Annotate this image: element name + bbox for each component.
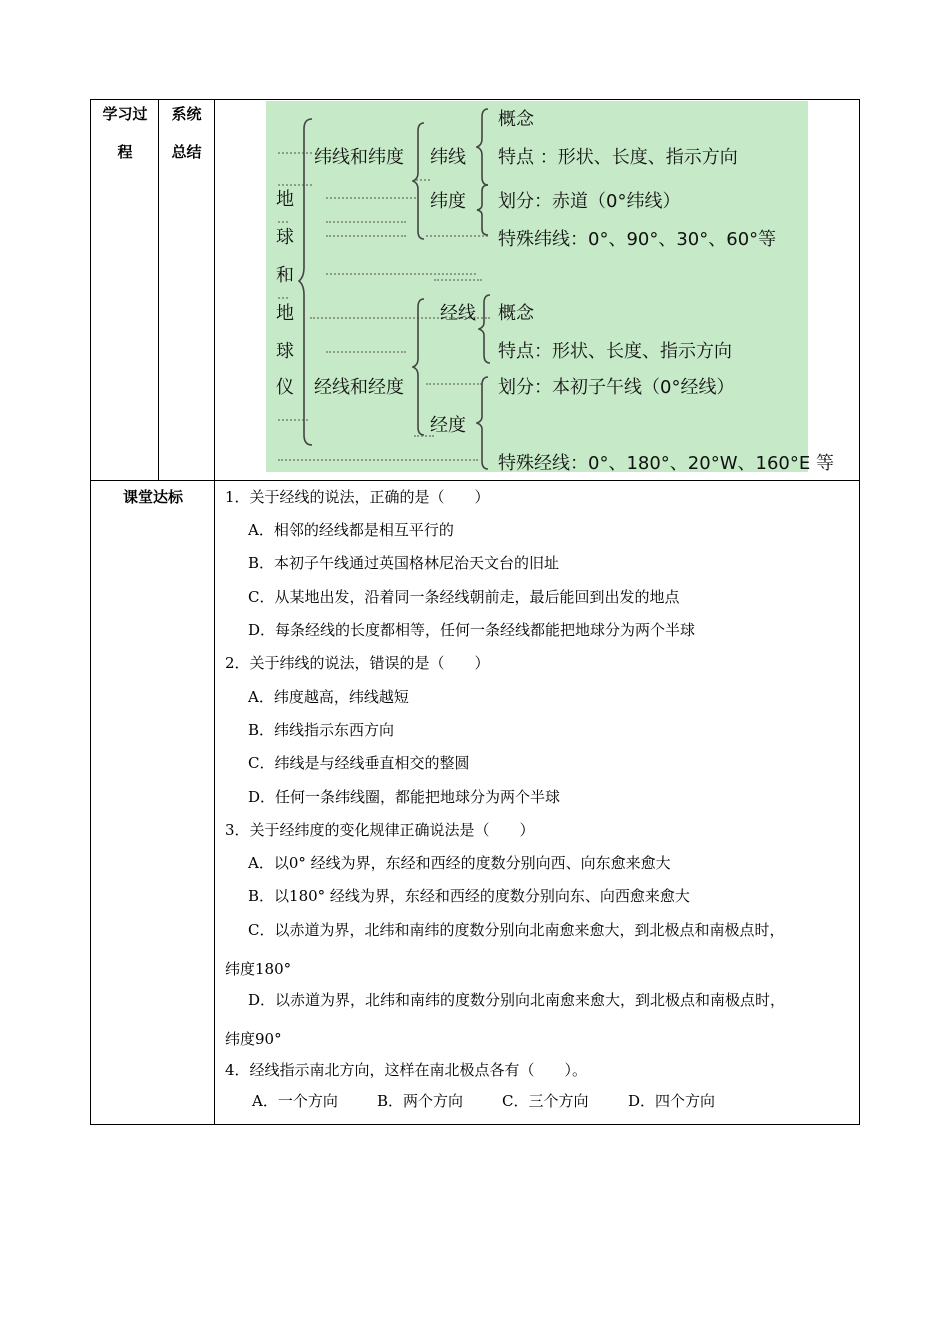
section-label-summary-line1: 系统 bbox=[171, 105, 202, 123]
lat-degree-brace bbox=[476, 183, 490, 237]
question-4-stem: 4．经线指示南北方向，这样在南北极点各有（ ）。 bbox=[225, 1061, 588, 1079]
question-3-option-b: B．以180° 经线为界，东经和西经的度数分别向东、向西愈来愈大 bbox=[248, 887, 690, 905]
lon-group-label: 经线和经度 bbox=[314, 377, 404, 398]
table-col-divider-2 bbox=[214, 99, 215, 1125]
lat-feature: 特点 ：形状、长度、指示方向 bbox=[498, 147, 738, 168]
section-label-summary-line2: 总结 bbox=[171, 143, 202, 161]
guide-line bbox=[278, 459, 478, 461]
lat-concept: 概念 bbox=[498, 109, 534, 130]
lon-line-brace bbox=[478, 293, 492, 365]
question-2-option-d: D．任何一条纬线圈，都能把地球分为两个半球 bbox=[248, 788, 561, 806]
lon-line-label: 经线 bbox=[440, 303, 476, 324]
lon-concept: 概念 bbox=[498, 303, 534, 324]
table-border-bottom bbox=[90, 1124, 860, 1125]
lon-division: 划分：本初子午线（0°经线） bbox=[498, 377, 735, 398]
table-border-right bbox=[859, 99, 860, 1125]
question-2-option-a: A．纬度越高，纬线越短 bbox=[248, 688, 409, 706]
table-border-left bbox=[90, 99, 91, 1125]
question-2-stem: 2．关于纬线的说法，错误的是（ ） bbox=[225, 654, 490, 672]
guide-line bbox=[326, 197, 416, 199]
question-4-option-a: A．一个方向 bbox=[252, 1092, 338, 1110]
section-label-process-line2: 程 bbox=[117, 143, 133, 161]
lat-degree-label: 纬度 bbox=[430, 191, 466, 212]
root-char-6: 仪 bbox=[276, 377, 294, 398]
lat-group-brace bbox=[412, 121, 426, 241]
section-label-summary bbox=[159, 98, 214, 168]
question-2-option-b: B．纬线指示东西方向 bbox=[248, 721, 395, 739]
guide-line bbox=[326, 273, 476, 275]
section-label-process bbox=[92, 98, 158, 168]
guide-line bbox=[326, 235, 406, 237]
lon-degree-label: 经度 bbox=[430, 415, 466, 436]
lat-line-label: 纬线 bbox=[430, 147, 466, 168]
lon-feature: 特点：形状、长度、指示方向 bbox=[498, 341, 732, 362]
lat-special: 特殊纬线：0°、90°、30°、60°等 bbox=[498, 229, 777, 250]
question-4-option-b: B．两个方向 bbox=[377, 1092, 464, 1110]
lon-degree-brace bbox=[476, 375, 490, 471]
lat-group-label: 纬线和纬度 bbox=[314, 147, 404, 168]
root-char-5: 球 bbox=[276, 341, 294, 362]
root-brace bbox=[298, 117, 314, 447]
lon-group-brace bbox=[412, 297, 426, 437]
question-1-option-c: C．从某地出发，沿着同一条经线朝前走，最后能回到出发的地点 bbox=[248, 588, 680, 606]
guide-line bbox=[326, 221, 406, 223]
question-1-stem: 1．关于经线的说法，正确的是（ ） bbox=[225, 488, 490, 506]
root-char-1: 地 bbox=[276, 189, 294, 210]
root-char-2: 球 bbox=[276, 227, 294, 248]
question-1-option-d: D．每条经线的长度都相等，任何一条经线都能把地球分为两个半球 bbox=[248, 621, 696, 639]
question-1-option-a: A．相邻的经线都是相互平行的 bbox=[248, 521, 454, 539]
root-char-4: 地 bbox=[276, 303, 294, 324]
question-1-option-b: B．本初子午线通过英国格林尼治天文台的旧址 bbox=[248, 554, 560, 572]
guide-line bbox=[426, 383, 482, 385]
question-3-option-c-cont: 纬度180° bbox=[225, 960, 292, 978]
section-label-process-line1: 学习过 bbox=[102, 105, 148, 123]
question-3-option-d: D．以赤道为界，北纬和南纬的度数分别向北南愈来愈大，到北极点和南极点时， bbox=[248, 991, 786, 1009]
question-4-option-c: C．三个方向 bbox=[502, 1092, 589, 1110]
lon-special: 特殊经线：0°、180°、20°W、160°E 等 bbox=[498, 453, 834, 474]
concept-diagram bbox=[266, 101, 834, 474]
guide-line bbox=[434, 279, 482, 281]
question-4-option-d: D．四个方向 bbox=[628, 1092, 716, 1110]
lat-line-brace bbox=[476, 107, 490, 187]
question-3-option-a: A．以0° 经线为界，东经和西经的度数分别向西、向东愈来愈大 bbox=[248, 854, 671, 872]
guide-line bbox=[326, 351, 406, 353]
root-char-3: 和 bbox=[276, 265, 294, 286]
question-2-option-c: C．纬线是与经线垂直相交的整圆 bbox=[248, 754, 470, 772]
question-3-option-d-cont: 纬度90° bbox=[225, 1030, 282, 1048]
question-3-stem: 3．关于经纬度的变化规律正确说法是（ ） bbox=[225, 821, 535, 839]
lat-division: 划分：赤道（0°纬线） bbox=[498, 191, 681, 212]
section-label-practice: 课堂达标 bbox=[122, 488, 183, 506]
question-3-option-c: C．以赤道为界，北纬和南纬的度数分别向北南愈来愈大，到北极点和南极点时， bbox=[248, 921, 785, 939]
